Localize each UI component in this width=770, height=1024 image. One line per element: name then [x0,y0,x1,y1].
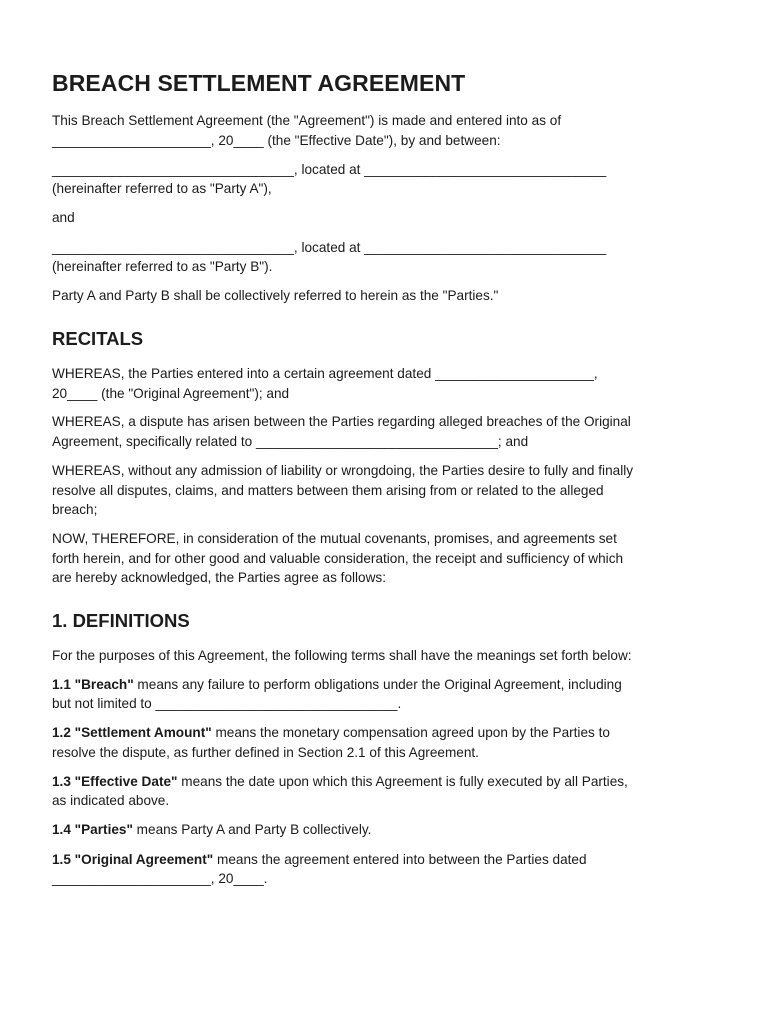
definition-1-5-line-1 [52,850,587,870]
whereas-2-line-1: WHEREAS, a dispute has arisen between the Parties regarding alleged breaches of the Original [52,414,631,429]
party-a-line-1: ________________________________, located at ________________________________ [52,162,607,177]
definition-text: means the date upon which this Agreement is fully executed by all Parties, [177,774,628,789]
definition-1-3-line-2: as indicated above. [52,793,170,808]
now-therefore-line-2: forth herein, and for other good and valuable consideration, the receipt and sufficiency of which [52,551,624,566]
definition-1-3-line-1 [52,772,628,792]
definitions-heading: 1. DEFINITIONS [52,610,190,631]
definitions-intro: For the purposes of this Agreement, the following terms shall have the meanings set forth below: [52,648,632,663]
recitals-heading: RECITALS [52,328,144,349]
definition-text: means Party A and Party B collectively. [132,822,372,837]
definition-text: means the agreement entered into between the Parties dated [213,852,587,867]
definition-term: 1.2 "Settlement Amount" [52,725,212,740]
party-b-line-2: (hereinafter referred to as "Party B"). [52,259,273,274]
definition-term: 1.1 "Breach" [52,677,134,692]
whereas-2-line-2: Agreement, specifically related to ________________________________; and [52,434,529,449]
whereas-1-line-2: 20____ (the "Original Agreement"); and [52,386,290,401]
now-therefore-line-3: are hereby acknowledged, the Parties agree as follows: [52,570,386,585]
parties-statement: Party A and Party B shall be collectively referred to herein as the "Parties." [52,288,499,303]
party-a-line-2: (hereinafter referred to as "Party A"), [52,181,272,196]
definition-term: 1.5 "Original Agreement" [52,852,214,867]
whereas-3-line-2: resolve all disputes, claims, and matters between them arising from or related to the alleged [52,483,604,498]
definition-text: means any failure to perform obligations under the Original Agreement, including [133,677,622,692]
definition-term: 1.3 "Effective Date" [52,774,178,789]
definition-1-1-line-2: but not limited to ________________________________. [52,696,402,711]
whereas-1-line-1: WHEREAS, the Parties entered into a certain agreement dated _____________________, [52,366,598,381]
definition-1-4-line-1 [52,820,371,840]
whereas-3-line-1: WHEREAS, without any admission of liability or wrongdoing, the Parties desire to fully and finally [52,463,634,478]
party-b-line-1: ________________________________, located at ________________________________ [52,240,607,255]
definition-1-5-line-2: _____________________, 20____. [52,871,268,886]
document-title: BREACH SETTLEMENT AGREEMENT [52,70,466,96]
intro-line-1: This Breach Settlement Agreement (the "Agreement") is made and entered into as of [52,113,562,128]
and-connector: and [52,210,75,225]
intro-line-2: _____________________, 20____ (the "Effective Date"), by and between: [52,133,501,148]
definition-term: 1.4 "Parties" [52,822,133,837]
definition-1-2-line-1 [52,723,610,743]
definition-1-1-line-1 [52,675,622,695]
now-therefore-line-1: NOW, THEREFORE, in consideration of the mutual covenants, promises, and agreements set [52,531,617,546]
definition-text: means the monetary compensation agreed upon by the Parties to [211,725,610,740]
whereas-3-line-3: breach; [52,502,98,517]
definition-1-2-line-2: resolve the dispute, as further defined in Section 2.1 of this Agreement. [52,745,479,760]
